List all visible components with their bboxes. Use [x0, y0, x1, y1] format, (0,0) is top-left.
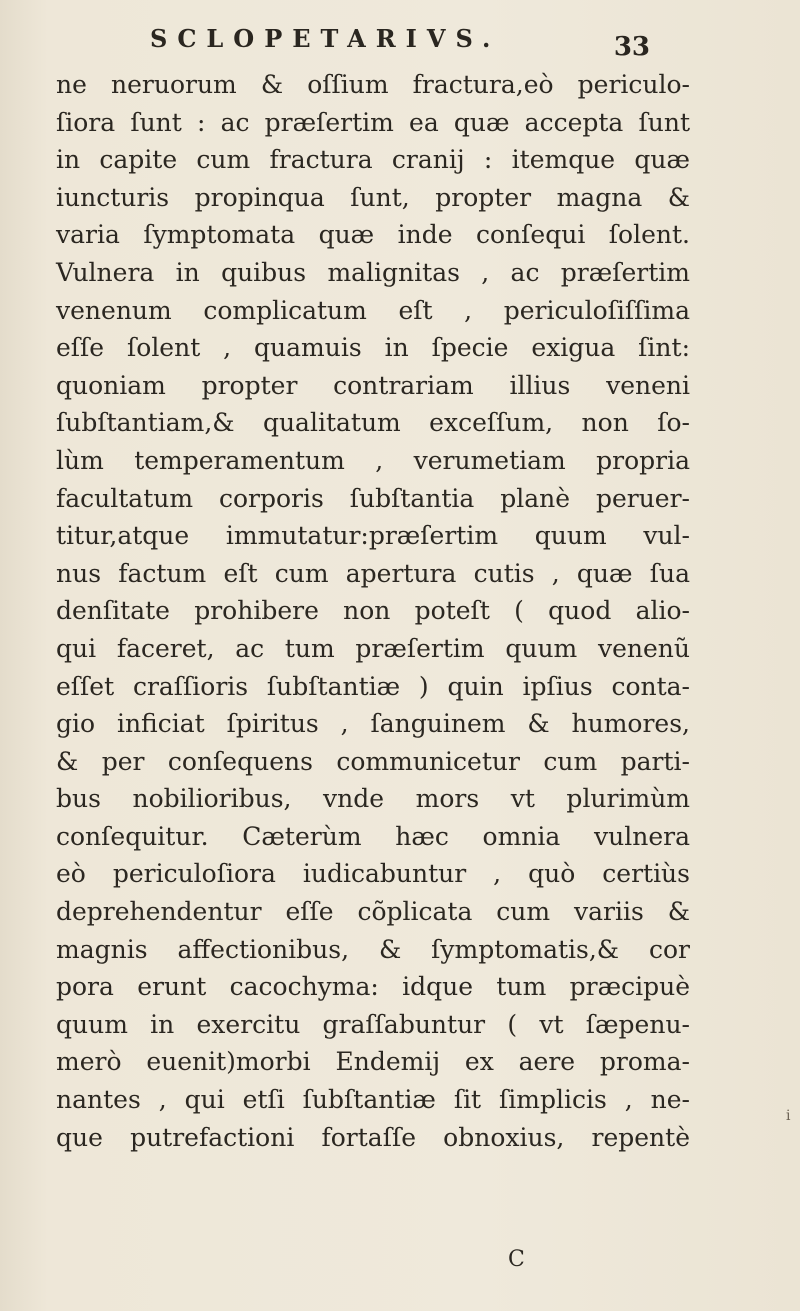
margin-note: i [786, 1108, 791, 1124]
text-line: magnis affectionibus, & ſymptomatis,& cor [56, 934, 690, 964]
text-line: conſequitur. Cæterùm hæc omnia vulnera [56, 821, 690, 851]
text-line: ſubſtantiam,& qualitatum exceſſum, non ſo- [56, 408, 690, 438]
text-line: venenum complicatum eſt , periculoſiſſima [56, 295, 690, 325]
text-line: quum in exercitu graſſabuntur ( vt ſæpenu- [56, 1009, 690, 1039]
text-line: varia ſymptomata quæ inde conſequi ſolent. [56, 220, 690, 250]
text-line: denſitate prohibere non poteſt ( quod alio- [56, 596, 690, 626]
text-line: eſſet craſſioris ſubſtantiæ ) quin ipſius conta- [56, 671, 690, 701]
text-line: deprehendentur eſſe cõplicata cum variis & [56, 897, 690, 927]
text-line: eſſe ſolent , quamuis in ſpecie exigua ſint: [56, 333, 690, 363]
text-line: ne neruorum & oſſium fractura,eò periculo- [56, 70, 690, 99]
signature-mark: C [508, 1247, 525, 1272]
text-line: in capite cum fractura cranij : itemque quæ [56, 145, 690, 175]
text-line: quoniam propter contrariam illius veneni [56, 370, 690, 400]
text-line: nantes , qui etſi ſubſtantiæ ſit ſimplicis , ne- [56, 1085, 690, 1115]
text-line: eò periculoſiora iudicabuntur , quò certiùs [56, 859, 690, 889]
text-line: lùm temperamentum , verumetiam propria [56, 445, 690, 475]
text-line: & per conſequens communicetur cum parti- [56, 746, 690, 776]
text-line: pora erunt cacochyma: idque tum præcipuè [56, 972, 690, 1002]
text-line: facultatum corporis ſubſtantia planè peruer- [56, 483, 690, 513]
text-line: nus factum eſt cum apertura cutis , quæ ſua [56, 558, 690, 588]
running-head: SCLOPETARIVS. [150, 24, 501, 53]
text-line: Vulnera in quibus malignitas , ac præſertim [56, 257, 690, 287]
page-header [150, 18, 650, 62]
text-line: bus nobilioribus, vnde mors vt plurimùm [56, 784, 690, 814]
text-line: ſiora ſunt : ac præſertim ea quæ accepta ſunt [56, 107, 690, 137]
text-line: iuncturis propinqua ſunt, propter magna & [56, 182, 690, 212]
text-line: que putrefactioni fortaſſe obnoxius, repentè [56, 1122, 690, 1152]
text-line: qui faceret, ac tum præſertim quum venenũ [56, 633, 690, 663]
body-text [56, 66, 690, 1156]
text-line: merò euenit)morbi Endemij ex aere proma- [56, 1047, 690, 1077]
text-line: gio inficiat ſpiritus , ſanguinem & humores, [56, 709, 690, 739]
page-number: 33 [613, 32, 650, 62]
text-line: titur,atque immutatur:præſertim quum vul- [56, 521, 690, 551]
